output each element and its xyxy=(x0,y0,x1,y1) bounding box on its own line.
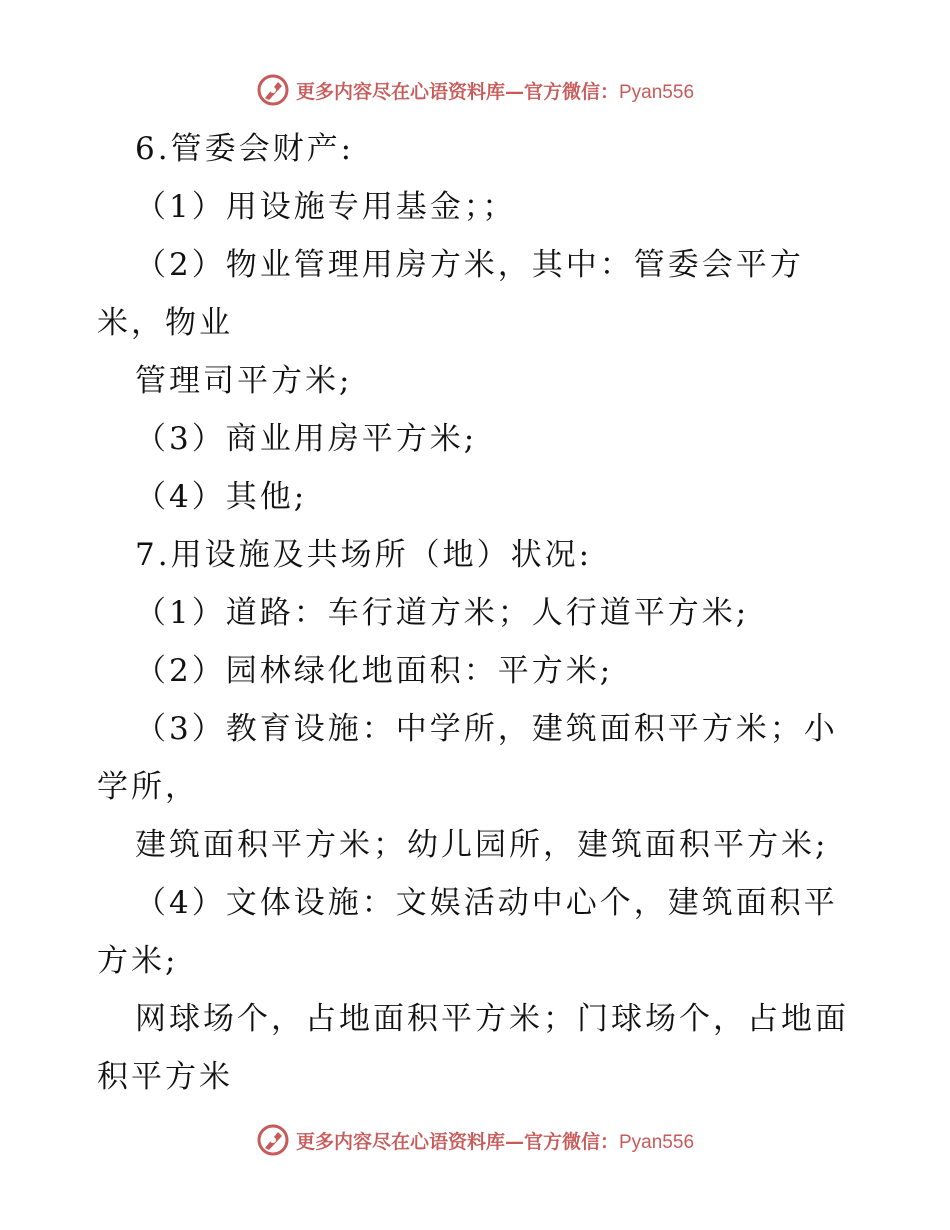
text-line: （1）道路：车行道方米；人行道平方米; xyxy=(135,595,750,631)
pen-nib-circle-logo-icon xyxy=(256,73,290,107)
pen-nib-circle-logo-icon xyxy=(256,1123,290,1157)
text-line: （3）商业用房平方米; xyxy=(135,421,478,457)
watermark-text: 更多内容尽在心语资料库—官方微信：Pyan556 xyxy=(295,1130,695,1153)
text-line: 学所， xyxy=(97,769,199,805)
text-line: （2）物业管理用房方米，其中：管委会平方 xyxy=(135,247,804,283)
text-line: 6.管委会财产: xyxy=(135,131,355,167)
text-line: 积平方米 xyxy=(97,1059,233,1095)
watermark-text: 更多内容尽在心语资料库—官方微信：Pyan556 xyxy=(295,80,695,103)
text-line: 管理司平方米; xyxy=(135,363,353,399)
text-line: （4）文体设施：文娱活动中心个，建筑面积平 xyxy=(135,885,838,921)
text-line: 方米; xyxy=(97,943,179,979)
text-line: （4）其他; xyxy=(135,479,308,515)
text-line: 米，物业 xyxy=(97,305,233,341)
text-line: （1）用设施专用基金；； xyxy=(135,189,517,225)
text-line: （3）教育设施：中学所，建筑面积平方米；小 xyxy=(135,711,838,747)
watermark-footer xyxy=(0,1120,950,1160)
text-line: （2）园林绿化地面积：平方米; xyxy=(135,653,614,689)
text-line: 7.用设施及共场所（地）状况: xyxy=(135,537,593,573)
document-body xyxy=(97,120,857,1106)
text-line: 网球场个，占地面积平方米；门球场个，占地面 xyxy=(135,1001,849,1037)
watermark-header xyxy=(0,70,950,110)
text-line: 建筑面积平方米；幼儿园所，建筑面积平方米; xyxy=(135,827,829,863)
